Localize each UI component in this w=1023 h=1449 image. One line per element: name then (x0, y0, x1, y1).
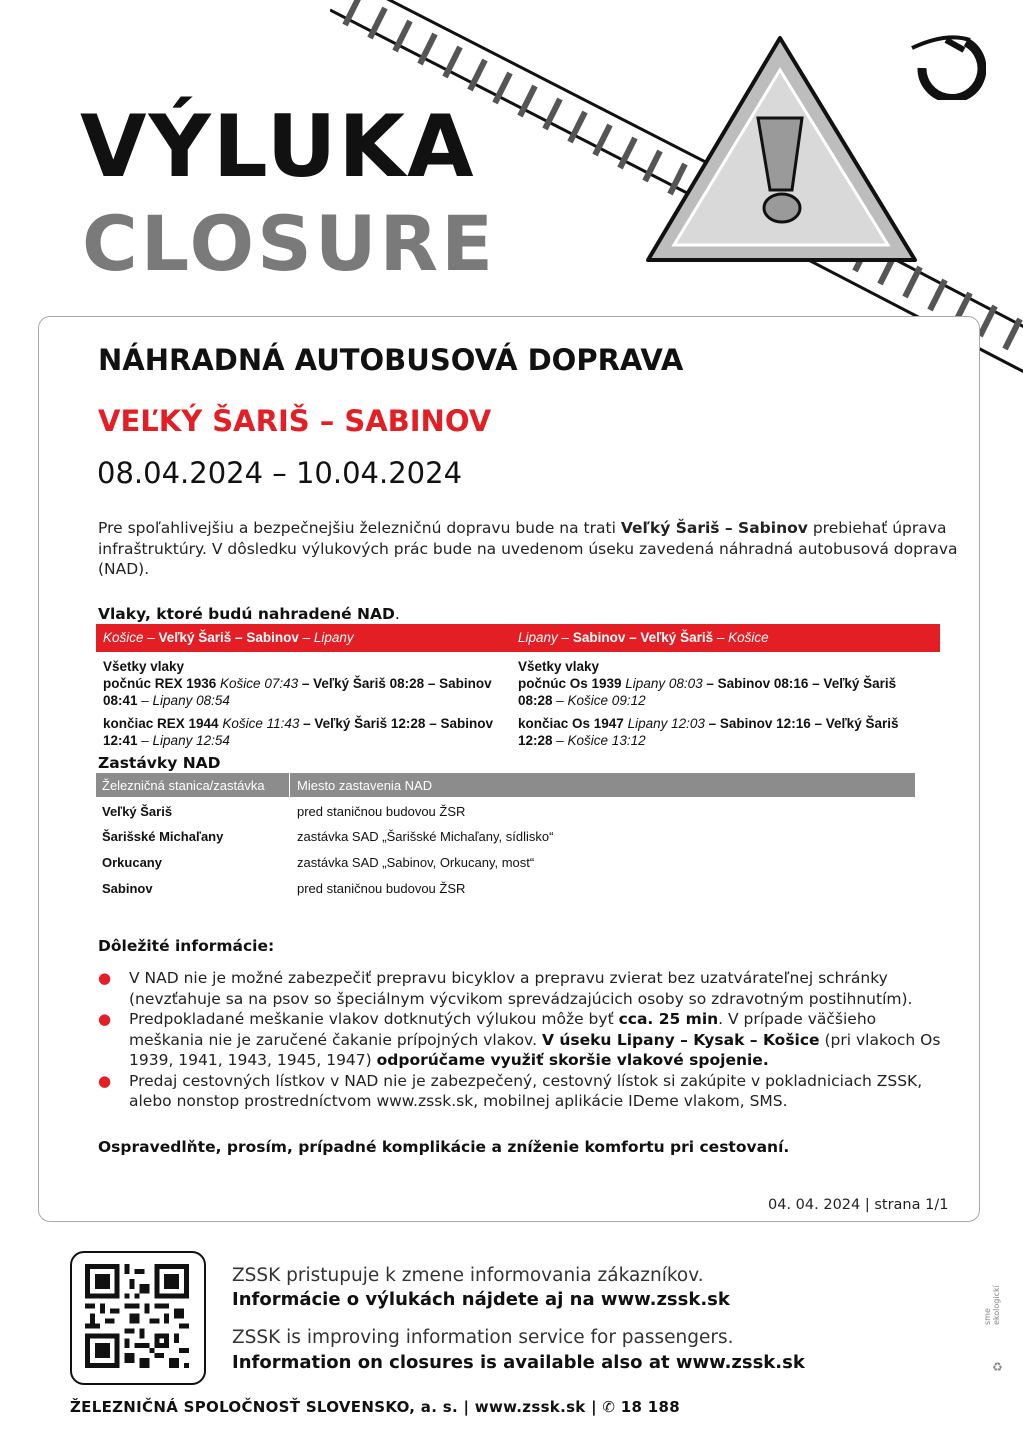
apology-text: Ospravedlňte, prosím, prípadné komplikácie a zníženie komfortu pri cestovaní. (98, 1138, 790, 1156)
direction-header-bar (96, 624, 940, 652)
footer-line-sk: ZSSK pristupuje k zmene informovania zákazníkov. (232, 1265, 704, 1286)
eco-label: sme ekologickí (983, 1285, 1001, 1325)
stop-place: pred staničnou budovou ŽSR (297, 804, 466, 819)
issue-date-page: 04. 04. 2024 | strana 1/1 (768, 1197, 949, 1213)
footer-link-en[interactable]: Information on closures is available also at www.zssk.sk (232, 1352, 805, 1373)
list-item: ● Predpokladané meškanie vlakov dotknutých výlukou môže byť cca. 25 min. V prípade väčšieho meškania nie je zaručené čakanie prípojných vlakov. V úseku Lipany – Kysak – Košice (pri vlakoch Os 1939, 1941, 1943, 1945, 1947) odporúčame využiť skoršie vlakové spojenie. (98, 1010, 941, 1069)
table-row (96, 851, 915, 877)
table-row (96, 800, 915, 826)
bullet-icon: ● (98, 969, 112, 987)
closure-subtitle: CLOSURE (82, 199, 496, 288)
trains-heading: Vlaky, ktoré budú nahradené NAD. (98, 605, 400, 623)
stops-heading: Zastávky NAD (98, 754, 221, 772)
list-item: ● Predaj cestovných lístkov v NAD nie je zabezpečený, cestovný lístok si zakúpite v pokladniciach ZSSK, alebo nonstop prostredníctvom www.zssk.sk, mobilnej aplikácie IDeme vlakom, SMS. (98, 1071, 923, 1110)
route-title: VEĽKÝ ŠARIŠ – SABINOV (98, 404, 492, 438)
left-all-trains: Všetky vlaky (103, 659, 185, 674)
important-info-heading: Dôležité informácie: (98, 937, 275, 955)
footer-line-en: ZSSK is improving information service for passengers. (232, 1327, 734, 1348)
stop-place: zastávka SAD „Sabinov, Orkucany, most“ (297, 855, 535, 870)
stop-name: Orkucany (102, 855, 162, 870)
bullet-icon: ● (98, 1010, 112, 1028)
notice-heading: NÁHRADNÁ AUTOBUSOVÁ DOPRAVA (98, 343, 684, 377)
stops-table-header (96, 773, 915, 797)
closure-title: VÝLUKA (80, 97, 476, 197)
right-all-trains: Všetky vlaky (518, 659, 600, 674)
stop-place: pred staničnou budovou ŽSR (297, 881, 466, 896)
bullet-icon: ● (98, 1071, 112, 1090)
right-train-first: počnúc Os 1939 Lipany 08:03 – Sabinov 08:16 – Veľký Šariš 08:28 – Košice 09:12 (518, 676, 897, 708)
right-train-last: končiac Os 1947 Lipany 12:03 – Sabinov 12:16 – Veľký Šariš 12:28 – Košice 13:12 (518, 716, 899, 748)
zssk-logo-icon (906, 28, 986, 100)
stops-column-station: Železničná stanica/zastávka (102, 778, 265, 793)
footer-link-sk[interactable]: Informácie o výlukách nájdete aj na www.zssk.sk (232, 1289, 730, 1310)
recycle-icon: ♻ (992, 1360, 1003, 1374)
left-trains (103, 658, 503, 749)
stops-column-place: Miesto zastavenia NAD (297, 778, 433, 793)
intro-paragraph: Pre spoľahlivejšiu a bezpečnejšiu železničnú dopravu bude na trati Veľký Šariš – Sabinov prebiehať úprava infraštruktúry. V dôsledku výlukových prác bude na uvedenom úseku zavedená náhradná autobusová doprava (NAD). (98, 519, 958, 578)
list-item: ● V NAD nie je možné zabezpečiť prepravu bicyklov a prepravu zvierat bez uzatvárateľnej schránky (nevzťahuje sa na psov so špeciálnym výcvikom sprevádzajúcich osoby so zdravotným postihnutím). (98, 969, 913, 1008)
date-range: 08.04.2024 – 10.04.2024 (97, 456, 463, 490)
important-info-list (98, 968, 948, 1112)
stop-name: Sabinov (102, 881, 153, 896)
direction-right: Lipany – Sabinov – Veľký Šariš – Košice (518, 630, 769, 645)
direction-left: Košice – Veľký Šariš – Sabinov – Lipany (103, 630, 354, 645)
stop-name: Veľký Šariš (102, 804, 173, 819)
table-row (96, 877, 915, 903)
left-train-last: končiac REX 1944 Košice 11:43 – Veľký Šariš 12:28 – Sabinov 12:41 – Lipany 12:54 (103, 716, 493, 748)
stop-name: Šarišské Michaľany (102, 829, 224, 844)
qr-code-icon[interactable] (85, 1264, 189, 1368)
left-train-first: počnúc REX 1936 Košice 07:43 – Veľký Šariš 08:28 – Sabinov 08:41 – Lipany 08:54 (103, 676, 492, 708)
company-line: ŽELEZNIČNÁ SPOLOČNOSŤ SLOVENSKO, a. s. | www.zssk.sk | ✆ 18 188 (70, 1398, 680, 1416)
table-row (96, 825, 915, 851)
stop-place: zastávka SAD „Šarišské Michaľany, sídlisko“ (297, 829, 554, 844)
right-trains (518, 658, 918, 749)
